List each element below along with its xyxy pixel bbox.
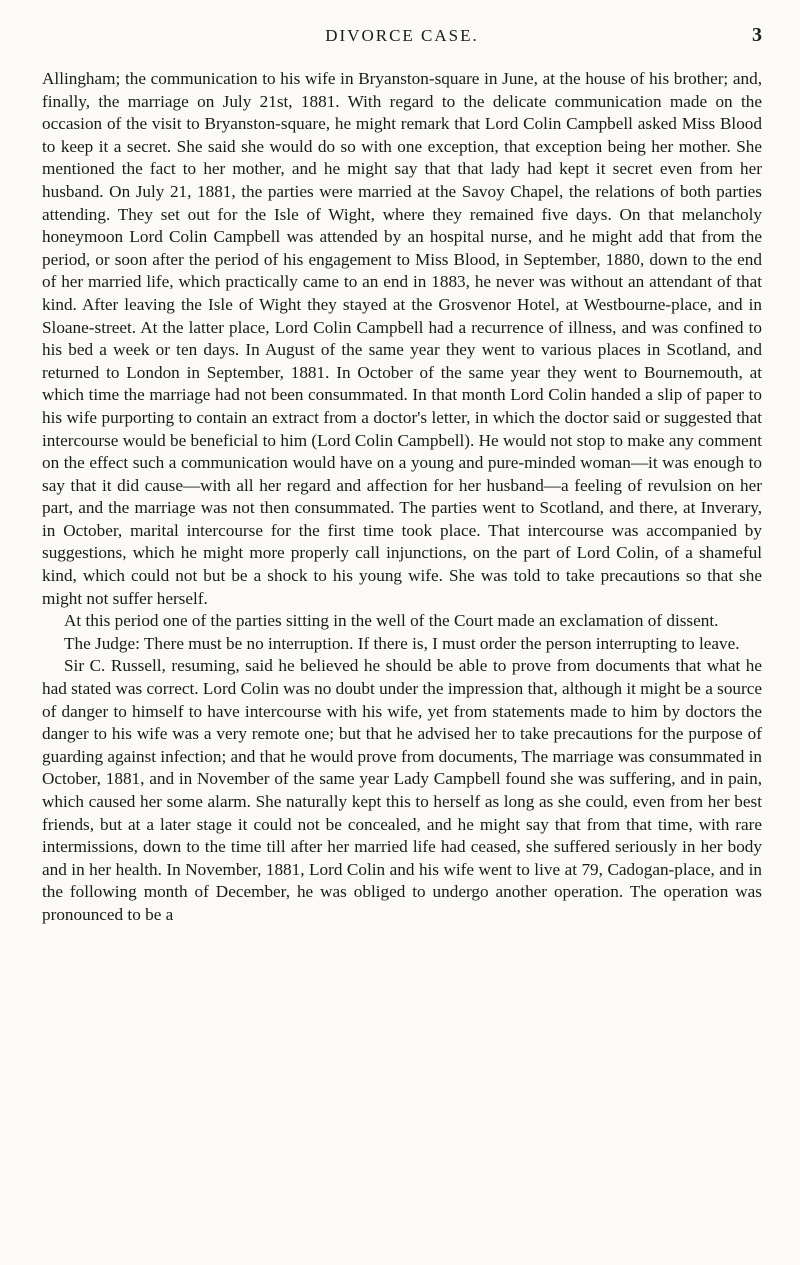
running-title: DIVORCE CASE. [325,26,479,45]
body-text [42,68,762,927]
page-number: 3 [752,24,762,46]
paragraph-russell: Sir C. Russell, resuming, said he believed he should be able to prove from documents that what he had stated was correct. Lord Colin was no doubt under the impression that, although it might be a source of danger to himself to have intercourse with his wife, yet from statements made to him by doctors the danger to his wife was a very remote one; but that he advised her to take precautions for the purpose of guarding against infection; and that he would prove from documents, The marriage was consummated in October, 1881, and in November of the same year Lady Campbell found she was suffering, and in pain, which caused her some alarm. She naturally kept this to herself as long as she could, even from her best friends, but at a later stage it could not be concealed, and he might say that from that time, with rare intermissions, down to the time till after her married life had ceased, she suffered seriously in her body and in her health. In November, 1881, Lord Colin and his wife went to live at 79, Cadogan-place, and in the following month of December, he was obliged to undergo another operation. The operation was pronounced to be a [42,656,762,924]
paragraph-opening: Allingham; the communication to his wife in Bryanston-square in June, at the house of his brother; and, finally, the marriage on July 21st, 1881. With regard to the delicate communication made on the occasion of the visit to Bryanston-square, he might remark that Lord Colin Campbell asked Miss Blood to keep it a secret. She said she would do so with one exception, that exception being her mother. She mentioned the fact to her mother, and he might say that that lady had kept it secret even from her husband. On July 21, 1881, the parties were married at the Savoy Chapel, the relations of both parties attending. They set out for the Isle of Wight, where they remained five days. On that melancholy honeymoon Lord Colin Campbell was attended by an hospital nurse, and he might add that from the period, or soon after the period of his engagement to Miss Blood, in September, 1880, down to the end of her married life, which practically came to an end in 1883, he never was without an attendant of that kind. After leaving the Isle of Wight they stayed at the Grosvenor Hotel, at Westbourne-place, and in Sloane-street. At the latter place, Lord Colin Campbell had a recurrence of illness, and was confined to his bed a week or ten days. In August of the same year they went to various places in Scotland, and returned to London in September, 1881. In October of the same year they went to Bournemouth, at which time the marriage had not been consummated. In that month Lord Colin handed a slip of paper to his wife purporting to contain an extract from a doctor's letter, in which the doctor said or suggested that intercourse would be beneficial to him (Lord Colin Campbell). He would not stop to make any comment on the effect such a communication would have on a young and pure-minded woman—it was enough to say that it did cause—with all her regard and affection for her husband—a feeling of revulsion on her part, and the marriage was not then consummated. The parties went to Scotland, and there, at Inverary, in October, marital intercourse for the first time took place. That intercourse was accompanied by suggestions, which he might more properly call injunctions, on the part of Lord Colin, of a shameful kind, which could not but be a shock to his young wife. She was told to take precautions so that she might not suffer herself. [42,69,762,608]
running-head [42,26,762,60]
paragraph-dissent: At this period one of the parties sitting in the well of the Court made an exclamation of dissent. [64,611,719,631]
paragraph-judge: The Judge: There must be no interruption. If there is, I must order the person interrupting to leave. [64,633,740,653]
